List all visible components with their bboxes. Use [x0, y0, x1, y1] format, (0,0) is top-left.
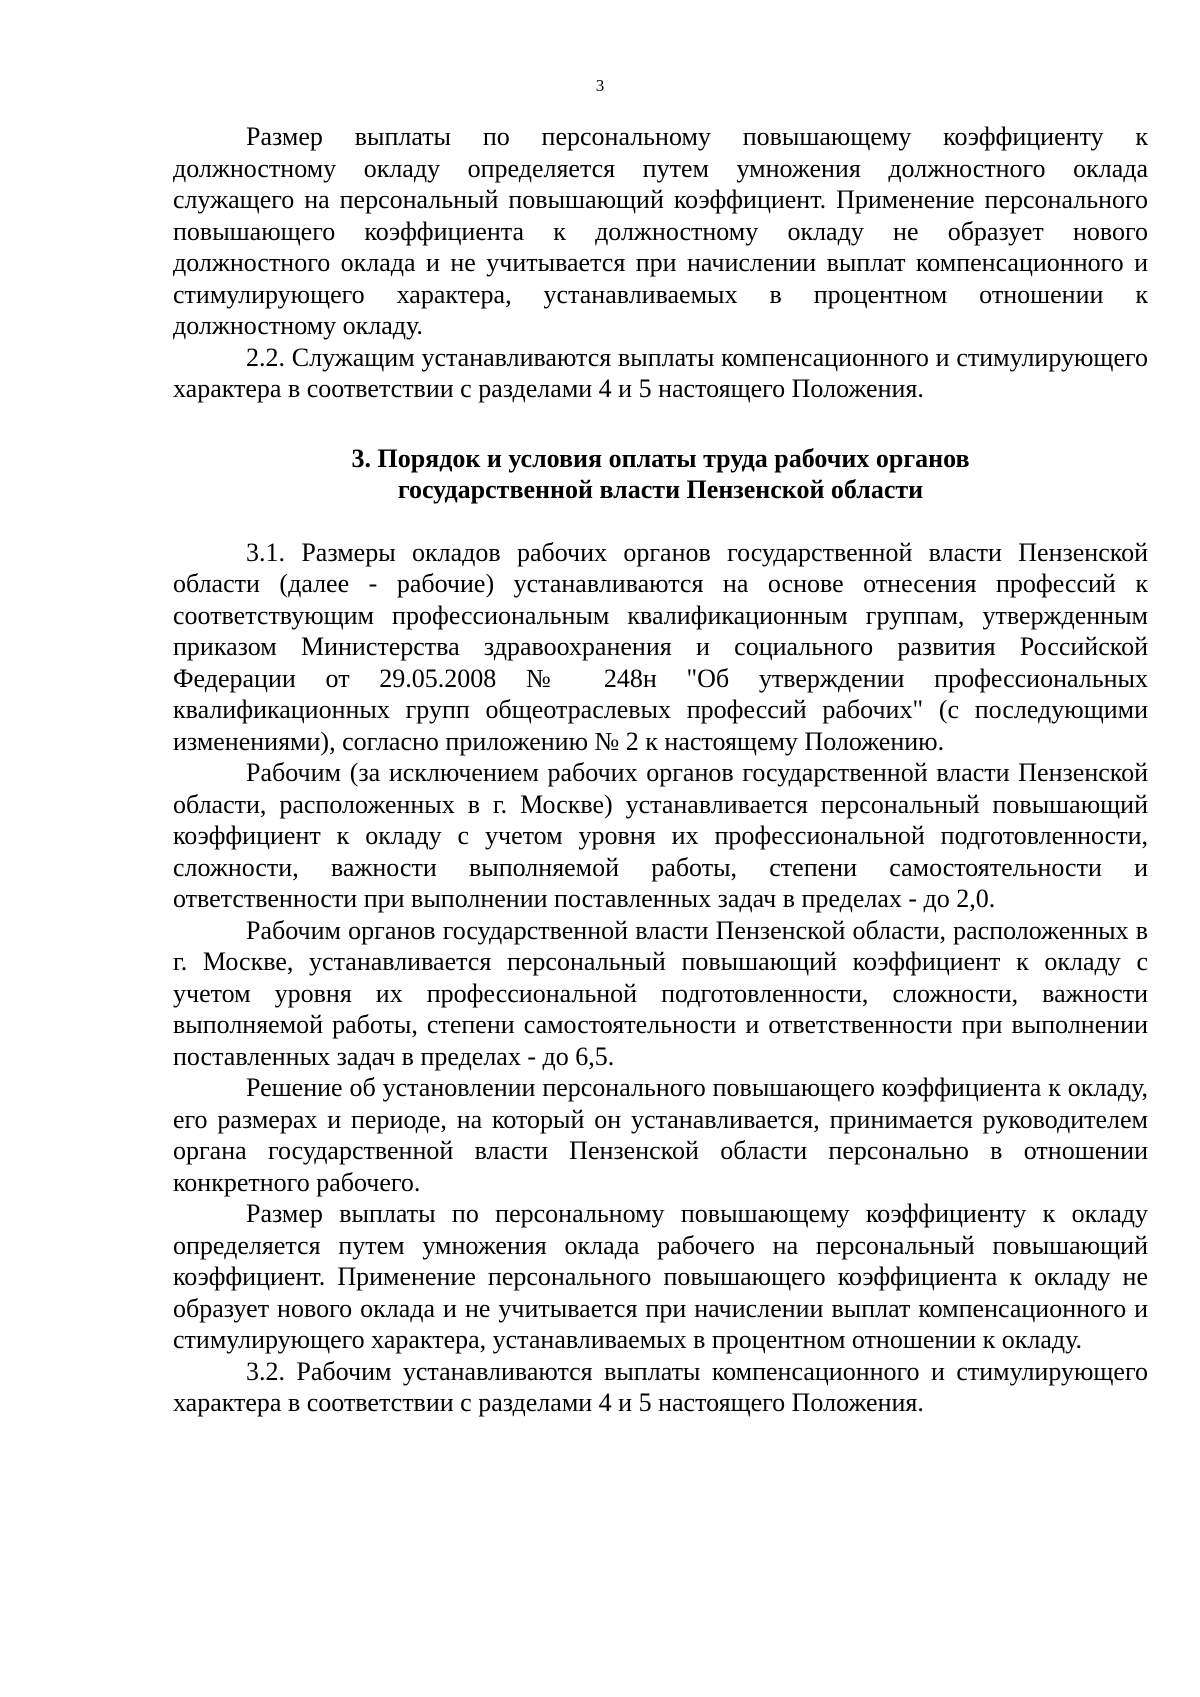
paragraph-3-1: 3.1. Размеры окладов рабочих органов государственной власти Пензенской области (далее - рабочие) устанавливаются на основе отнесения профессий к соответствующим профессиональным квалификационным группам, утвержденным приказом Министерства здравоохранения и социального развития Российской Федерации от 29.05.2008 № 248н "Об утверждении профессиональных квалификационных групп общеотраслевых профессий рабочих" (с последующими изменениями), согласно приложению № 2 к настоящему Положению.: [173, 537, 1148, 756]
section-heading-line-2: государственной власти Пензенской области: [397, 475, 924, 504]
section-heading-line-1: 3. Порядок и условия оплаты труда рабочих органов: [351, 443, 970, 473]
section-heading: [173, 443, 1148, 506]
paragraph-payment-size: Размер выплаты по персональному повышающему коэффициенту к окладу определяется путем умножения оклада рабочего на персональный повышающий коэффициент. Применение персонального повышающего коэффициента к окладу не образует нового оклада и не учитывается при начислении выплат компенсационного и стимулирующего характера, устанавливаемых в процентном отношении к окладу.: [173, 1199, 1148, 1354]
paragraph-decision: Решение об установлении персонального повышающего коэффициента к окладу, его размерах и периоде, на который он устанавливается, принимается руководителем органа государственной власти Пензенской области персонально в отношении конкретного рабочего.: [173, 1073, 1148, 1197]
paragraph-payment-calculation: Размер выплаты по персональному повышающему коэффициенту к должностному окладу определяется путем умножения должностного оклада служащего на персональный повышающий коэффициент. Применение персонального повышающего коэффициента к должностному окладу не образует нового должностного оклада и не учитывается при начислении выплат компенсационного и стимулирующего характера, устанавливаемых в процентном отношении к должностному окладу.: [173, 122, 1148, 340]
paragraph-coefficient-moscow: Рабочим органов государственной власти Пензенской области, расположенных в г. Москве, устанавливается персональный повышающий коэффициент к окладу с учетом уровня их профессиональной подготовленности, сложности, важности выполняемой работы, степени самостоятельности и ответственности при выполнении поставленных задач в пределах - до 6,5.: [173, 915, 1148, 1071]
page-number: 3: [595, 76, 605, 95]
paragraph-2-2: 2.2. Служащим устанавливаются выплаты компенсационного и стимулирующего характера в соответствии с разделами 4 и 5 настоящего Положения.: [173, 342, 1148, 403]
paragraph-coefficient-general: Рабочим (за исключением рабочих органов государственной власти Пензенской области, расположенных в г. Москве) устанавливается персональный повышающий коэффициент к окладу с учетом уровня их профессиональной подготовленности, сложности, важности выполняемой работы, степени самостоятельности и ответственности при выполнении поставленных задач в пределах - до 2,0.: [173, 758, 1148, 913]
document-body: [173, 121, 1148, 1419]
paragraph-3-2: 3.2. Рабочим устанавливаются выплаты компенсационного и стимулирующего характера в соответствии с разделами 4 и 5 настоящего Положения.: [173, 1356, 1148, 1417]
